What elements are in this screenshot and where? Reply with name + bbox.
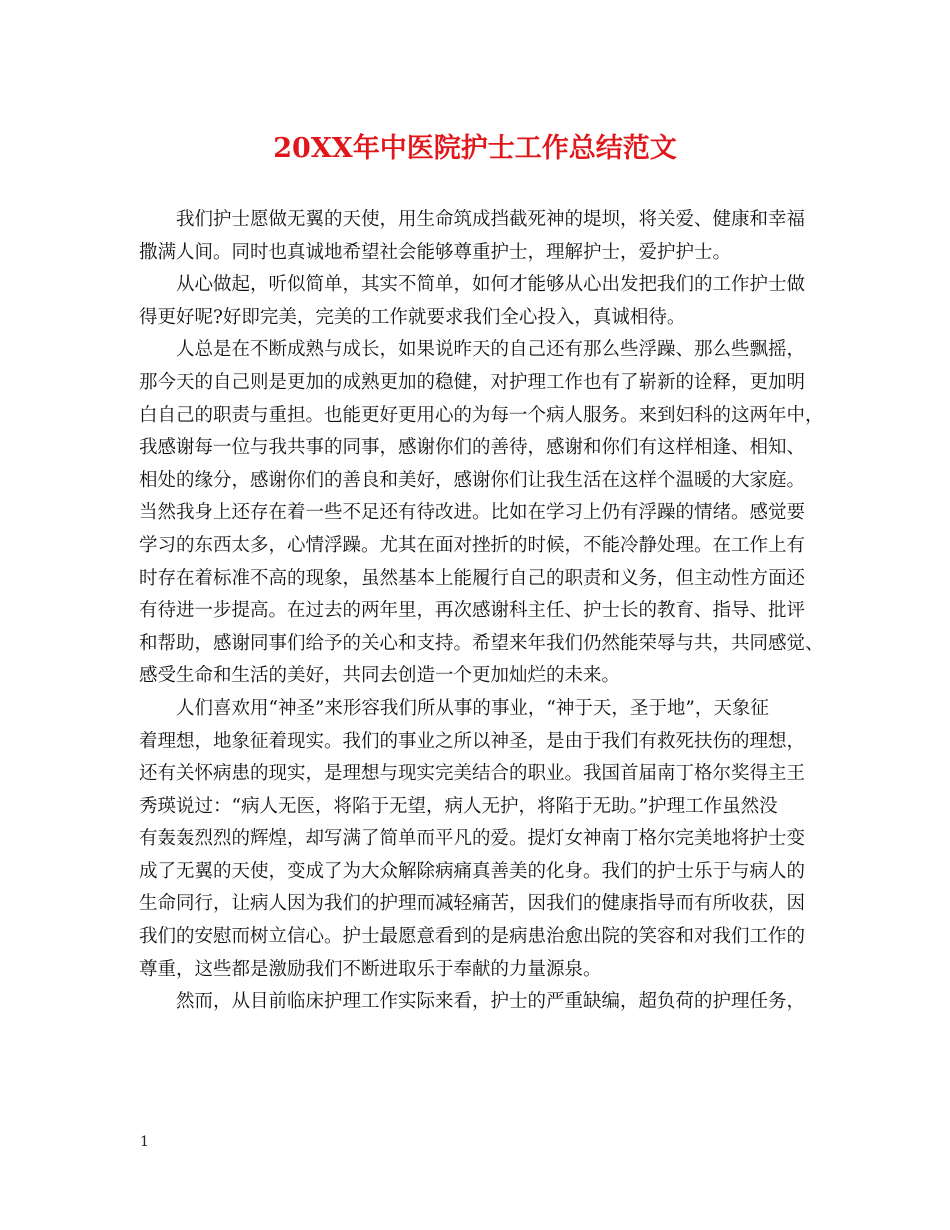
- text-line: 人总是在不断成熟与成长，如果说昨天的自己还有那么些浮躁、那么些飘摇，: [176, 339, 806, 361]
- text-line: 时存在着标准不高的现象，虽然基本上能履行自己的职责和义务，但主动性方面还: [139, 567, 806, 589]
- text-line: 着理想，地象征着现实。我们的事业之所以神圣，是由于我们有救死扶伤的理想，: [139, 730, 806, 752]
- text-line: 和帮助，感谢同事们给予的关心和支持。希望来年我们仍然能荣辱与共，共同感觉、: [139, 632, 824, 654]
- text-line: 当然我身上还存在着一些不足还有待改进。比如在学习上仍有浮躁的情绪。感觉要: [139, 502, 806, 524]
- page-number: 1: [140, 1134, 149, 1150]
- text-line: 学习的东西太多，心情浮躁。尤其在面对挫折的时候，不能冷静处理。在工作上有: [139, 534, 806, 556]
- text-line: 我们的安慰而树立信心。护士最愿意看到的是病患治愈出院的笑容和对我们工作的: [139, 926, 806, 948]
- document-body: [139, 204, 829, 1019]
- text-line: 人们喜欢用“神圣”来形容我们所从事的事业，“神于天，圣于地”，天象征: [176, 697, 769, 719]
- text-line: 我感谢每一位与我共事的同事，感谢你们的善待，感谢和你们有这样相逢、相知、: [139, 437, 806, 459]
- text-line: 得更好呢?好即完美，完美的工作就要求我们全心投入，真诚相待。: [139, 306, 686, 328]
- document-title: 20XX年中医院护士工作总结范文: [273, 133, 677, 164]
- text-line: 我们护士愿做无翼的天使，用生命筑成挡截死神的堤坝，将关爱、健康和幸福: [176, 209, 806, 230]
- text-line: 还有关怀病患的现实，是理想与现实完美结合的职业。我国首届南丁格尔奖得主王: [139, 763, 806, 785]
- text-line: 撒满人间。同时也真诚地希望社会能够尊重护士，理解护士，爱护护士。: [139, 241, 732, 263]
- text-line: 然而，从目前临床护理工作实际来看，护士的严重缺编，超负荷的护理任务，: [176, 991, 806, 1013]
- text-line: 白自己的职责与重担。也能更好更用心的为每一个病人服务。来到妇科的这两年中，: [139, 404, 824, 426]
- text-line: 有待进一步提高。在过去的两年里，再次感谢科主任、护士长的教育、指导、批评: [139, 600, 806, 622]
- text-line: 秀瑛说过：“病人无医，将陷于无望，病人无护，将陷于无助。”护理工作虽然没: [139, 795, 778, 817]
- text-line: 有轰轰烈烈的辉煌，却写满了简单而平凡的爱。提灯女神南丁格尔完美地将护士变: [139, 828, 806, 850]
- text-line: 感受生命和生活的美好，共同去创造一个更加灿烂的未来。: [139, 665, 621, 687]
- text-line: 相处的缘分，感谢你们的善良和美好，感谢你们让我生活在这样个温暖的大家庭。: [139, 469, 806, 491]
- text-line: 成了无翼的天使，变成了为大众解除病痛真善美的化身。我们的护士乐于与病人的: [139, 860, 806, 882]
- text-line: 那今天的自己则是更加的成熟更加的稳健，对护理工作也有了崭新的诠释，更加明: [139, 371, 806, 393]
- text-line: 从心做起，听似简单，其实不简单，如何才能够从心出发把我们的工作护士做: [176, 274, 806, 296]
- text-line: 尊重，这些都是激励我们不断进取乐于奉献的力量源泉。: [139, 958, 602, 980]
- text-line: 生命同行，让病人因为我们的护理而减轻痛苦，因我们的健康指导而有所收获，因: [139, 893, 806, 915]
